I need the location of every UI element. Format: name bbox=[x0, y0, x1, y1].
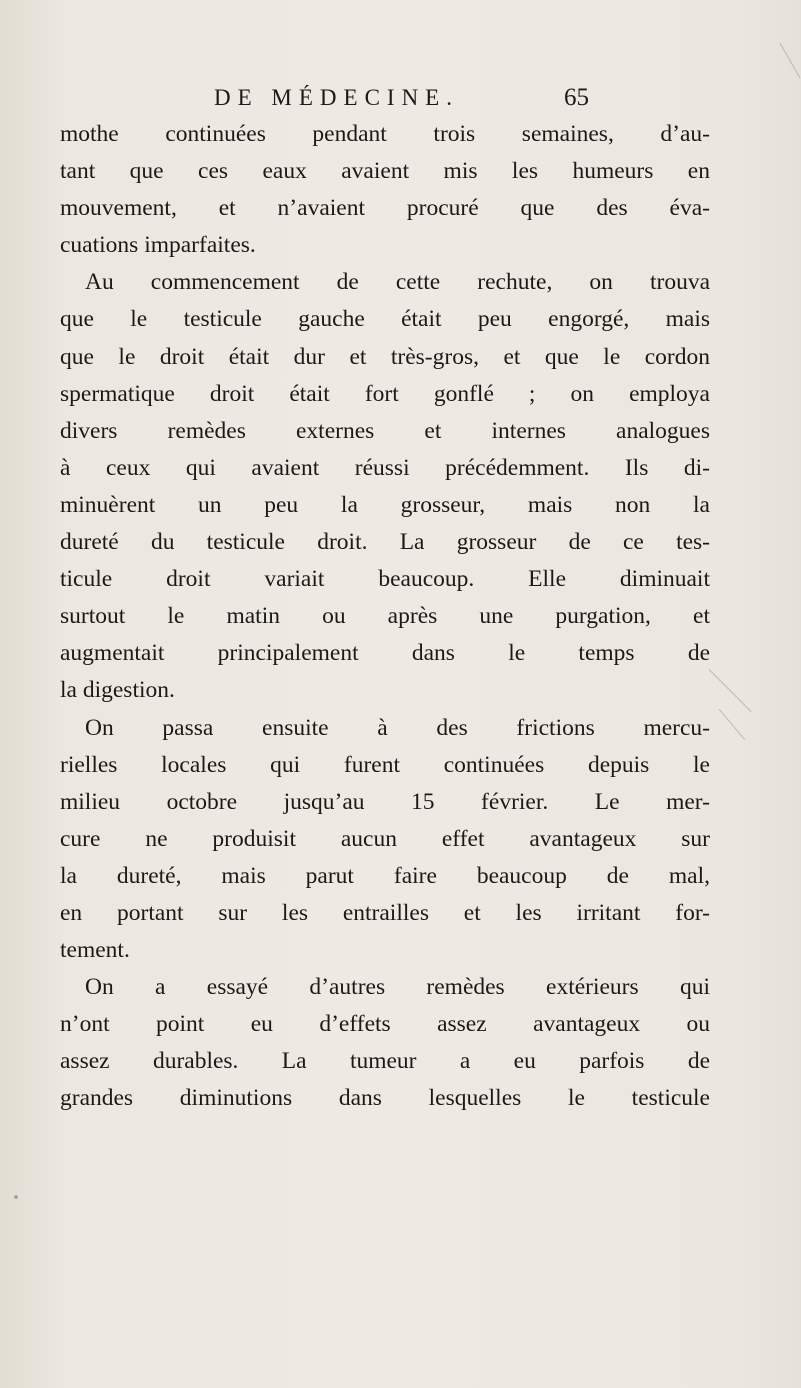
text-line: surtout le matin ou après une purgation, et bbox=[60, 603, 710, 630]
text-line: cure ne produisit aucun effet avantageux sur bbox=[60, 825, 710, 852]
text-line: mouvement, et n’avaient procuré que des éva- bbox=[60, 195, 710, 222]
text-line: cuations imparfaites. bbox=[60, 232, 256, 259]
running-head bbox=[0, 78, 801, 118]
text-line: la dureté, mais parut faire beaucoup de mal, bbox=[60, 862, 710, 889]
text-line: la digestion. bbox=[60, 677, 175, 704]
text-line: grandes diminutions dans lesquelles le testicule bbox=[60, 1085, 710, 1112]
text-line: spermatique droit était fort gonflé ; on employa bbox=[60, 380, 710, 407]
text-line: que le droit était dur et très-gros, et que le cordon bbox=[60, 343, 710, 370]
text-line: tant que ces eaux avaient mis les humeurs en bbox=[60, 158, 710, 185]
text-line: que le testicule gauche était peu engorgé, mais bbox=[60, 306, 710, 333]
text-line: dureté du testicule droit. La grosseur de ce tes- bbox=[60, 529, 710, 556]
text-line: n’ont point eu d’effets assez avantageux ou bbox=[60, 1011, 710, 1038]
paper-mark bbox=[14, 1195, 18, 1199]
text-line: augmentait principalement dans le temps de bbox=[60, 640, 710, 667]
text-line: mothe continuées pendant trois semaines, d’au- bbox=[60, 121, 710, 147]
text-line: milieu octobre jusqu’au 15 février. Le mer- bbox=[60, 788, 710, 815]
running-head-title: DE MÉDECINE. bbox=[214, 85, 459, 110]
text-line: minuèrent un peu la grosseur, mais non la bbox=[60, 491, 710, 518]
text-line: assez durables. La tumeur a eu parfois de bbox=[60, 1048, 710, 1075]
text-line: On a essayé d’autres remèdes extérieurs qui bbox=[85, 974, 710, 1001]
text-line: rielles locales qui furent continuées depuis le bbox=[60, 751, 710, 778]
text-line: à ceux qui avaient réussi précédemment. Ils di- bbox=[60, 454, 710, 481]
text-line: tement. bbox=[60, 937, 130, 964]
body-text bbox=[60, 116, 710, 1118]
paper-mark bbox=[719, 709, 745, 740]
page-number: 65 bbox=[564, 84, 589, 111]
text-line: divers remèdes externes et internes analogues bbox=[60, 417, 710, 444]
text-line: On passa ensuite à des frictions mercu- bbox=[85, 714, 710, 741]
paper-mark bbox=[780, 43, 801, 78]
text-line: en portant sur les entrailles et les irritant for- bbox=[60, 899, 710, 926]
text-line: Au commencement de cette rechute, on trouva bbox=[85, 269, 710, 296]
paper-mark bbox=[708, 669, 751, 712]
text-line: ticule droit variait beaucoup. Elle diminuait bbox=[60, 566, 710, 593]
